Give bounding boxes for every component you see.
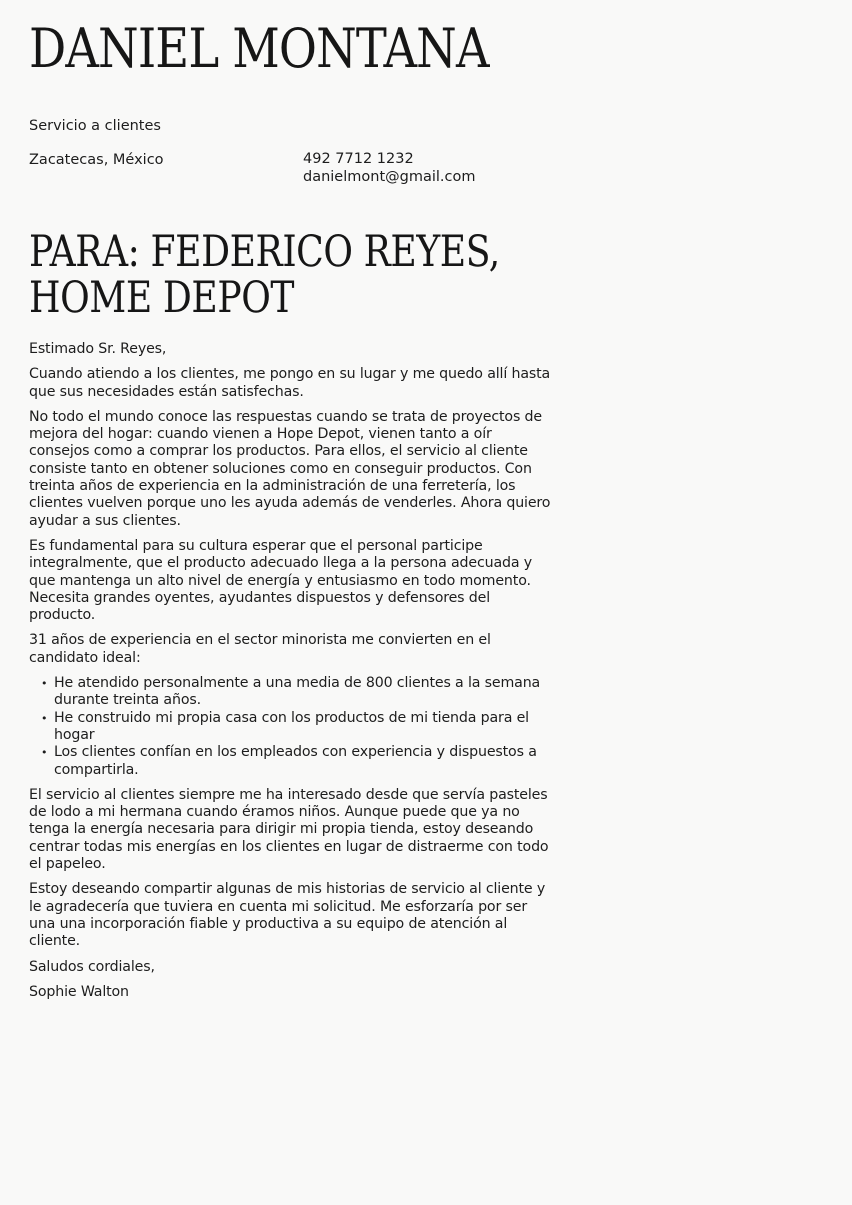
paragraph: No todo el mundo conoce las respuestas cuando se trata de proyectos de mejora del hogar: cuando vienen a Hope Depot, vienen tanto a oír consejos como a comprar los productos. Para ellos, el servicio al cliente consiste tanto en obtener soluciones como en conseguir productos. Con treinta años de experiencia en la administración de una ferretería, los clientes vuelven porque uno les ayuda además de venderles. Ahora quiero ayudar a sus clientes. [29, 408, 551, 529]
recipient-line-1: PARA: FEDERICO REYES, [29, 227, 500, 277]
phone: 492 7712 1232 [303, 151, 414, 167]
letter-body [29, 341, 554, 1009]
paragraph: El servicio al clientes siempre me ha interesado desde que servía pasteles de lodo a mi hermana cuando éramos niños. Aunque puede que ya no tenga la energía necesaria para dirigir mi propia tienda, estoy deseando centrar todas mis energías en los clientes en lugar de distraerme con todo el papeleo. [29, 786, 549, 873]
recipient-line-2: HOME DEPOT [29, 273, 295, 323]
list-item: • He construido mi propia casa con los productos de mi tienda para el hogar [54, 710, 554, 745]
email: danielmont@gmail.com [303, 168, 476, 185]
location: Zacatecas, México [29, 152, 164, 168]
paragraph: Es fundamental para su cultura esperar que el personal participe integralmente, que el producto adecuado llega a la persona adecuada y que mantenga un alto nivel de energía y entusiasmo en todo momento. Necesita grandes oyentes, ayudantes dispuestos y defensores del producto. [29, 537, 533, 624]
recipient-heading [29, 229, 500, 321]
signature: Sophie Walton [29, 983, 129, 1000]
paragraph: Cuando atiendo a los clientes, me pongo en su lugar y me quedo allí hasta que sus necesidades están satisfechas. [29, 366, 551, 400]
contact-info [303, 151, 475, 186]
job-role: Servicio a clientes [29, 118, 161, 134]
paragraph: Estoy deseando compartir algunas de mis historias de servicio al cliente y le agradecería que tuviera en cuenta mi solicitud. Me esforzaría por ser una una incorporación fiable y productiva a su equipo de atención al cliente. [29, 881, 546, 950]
signoff: Saludos cordiales, [29, 958, 155, 975]
salutation: Estimado Sr. Reyes, [29, 341, 167, 357]
paragraph: 31 años de experiencia en el sector minorista me convierten en el candidato ideal: [29, 632, 491, 666]
list-item: • Los clientes confían en los empleados con experiencia y dispuestos a compartirla. [54, 744, 554, 779]
list-item: • He atendido personalmente a una media de 800 clientes a la semana durante treinta años. [54, 675, 554, 710]
qualifications-list [29, 675, 554, 779]
applicant-name: DANIEL MONTANA [29, 17, 489, 80]
